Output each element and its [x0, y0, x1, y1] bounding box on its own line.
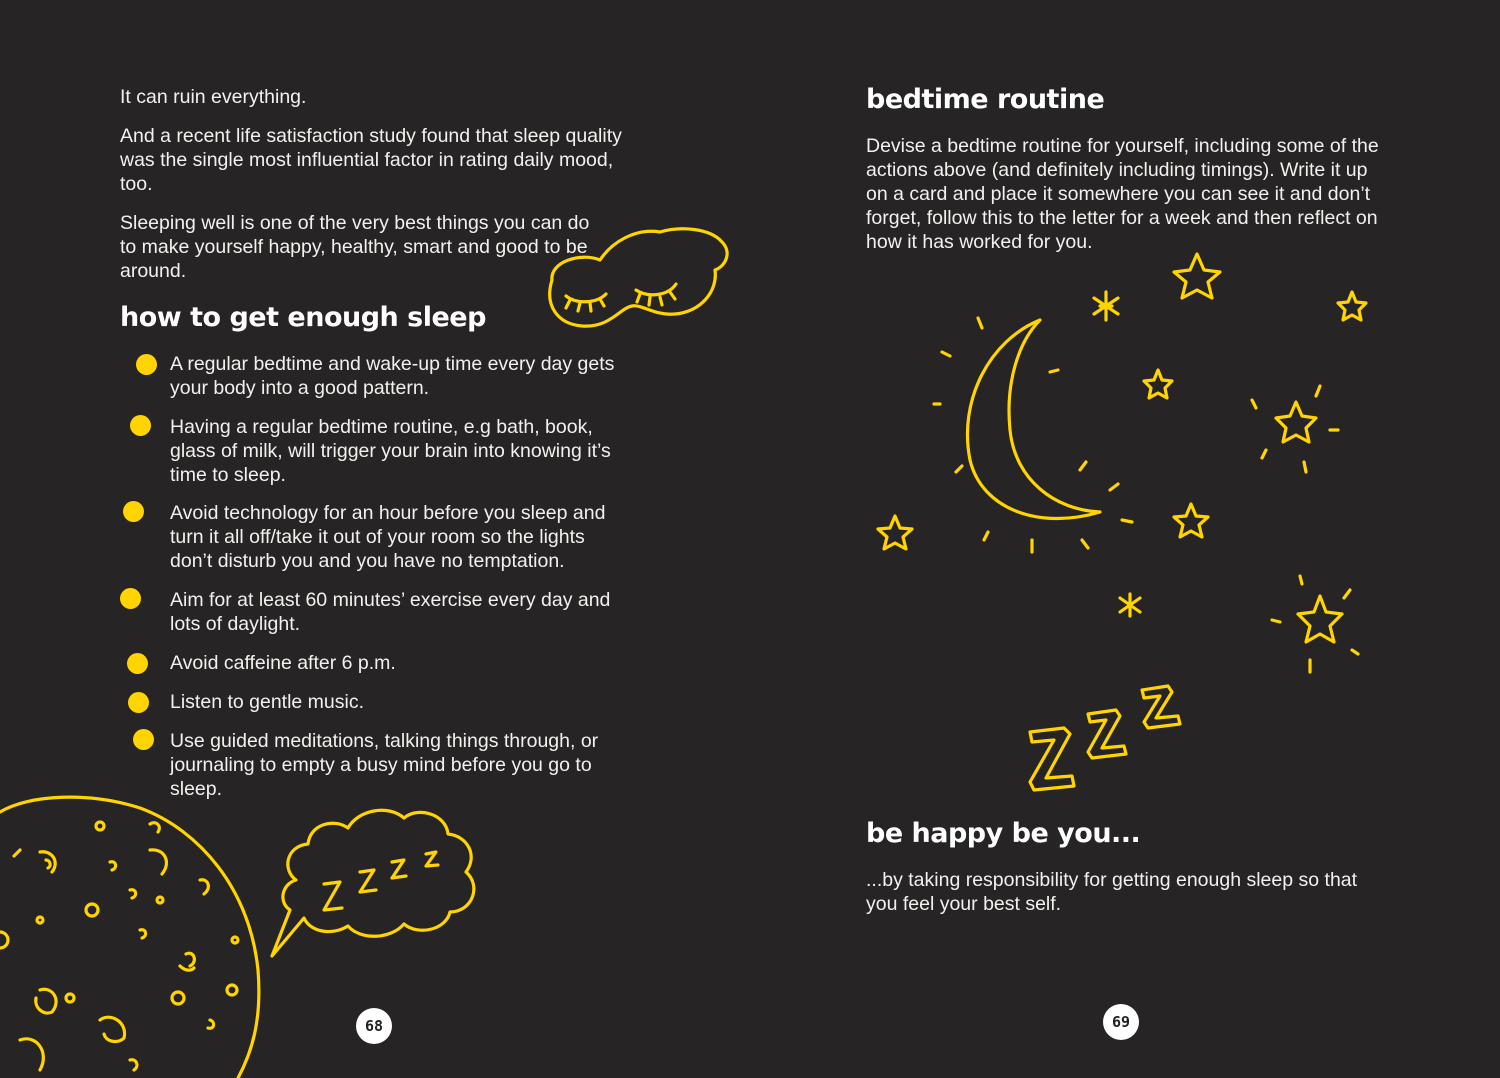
intro-line-1: It can ruin everything.: [120, 86, 307, 108]
tip-text: Aim for at least 60 minutes’ exercise every day and lots of daylight.: [170, 589, 611, 635]
thought-bubble-icon: [268, 800, 483, 965]
be-happy-text: ...by taking responsibility for getting enough sleep so that you feel your best self.: [866, 869, 1358, 915]
planet-icon: [0, 790, 270, 1078]
tip-text: Use guided meditations, talking things through, or journaling to empty a busy mind before you go to sleep.: [170, 730, 599, 800]
bullet-dot: [128, 692, 149, 713]
page-number-68: 68: [356, 1008, 392, 1044]
star-icon: [1144, 370, 1172, 398]
tip-text: Having a regular bedtime routine, e.g bath, book, glass of milk, will trigger your brain into knowing it’s time to sleep.: [170, 416, 611, 486]
star-icon: [1276, 402, 1316, 442]
asterisk-star-icon: [1094, 292, 1118, 320]
be-happy-heading: be happy be you...: [866, 818, 1141, 849]
bullet-dot: [136, 354, 157, 375]
tip-text: A regular bedtime and wake-up time every day gets your body into a good pattern.: [170, 353, 615, 399]
intro-line-3: Sleeping well is one of the very best things you can do to make yourself happy, healthy, smart and good to be around.: [120, 212, 590, 282]
bullet-dot: [133, 729, 154, 750]
bullet-dot: [127, 653, 148, 674]
star-icon: [1298, 596, 1342, 642]
bullet-dot: [123, 501, 144, 522]
star-icon: [1174, 504, 1208, 537]
bedtime-routine-heading: bedtime routine: [866, 84, 1105, 115]
right-page: [750, 0, 1500, 1078]
bedtime-routine-text: Devise a bedtime routine for yourself, including some of the actions above (and definitely including timings). Write it up on a card and place it somewhere you can see it and don’t forget, follow this to the letter for a week and then reflect on how it has worked for you.: [866, 135, 1379, 253]
tip-text: Avoid technology for an hour before you sleep and turn it all off/take it out of your room so the lights don’t disturb you and you have no temptation.: [170, 502, 606, 572]
tip-text: Listen to gentle music.: [170, 691, 365, 713]
page-number-69: 69: [1103, 1004, 1139, 1040]
night-sky-illustration: [860, 240, 1390, 690]
star-icon: [878, 516, 912, 549]
intro-line-2: And a recent life satisfaction study found that sleep quality was the single most influential factor in rating daily mood, too.: [120, 125, 622, 195]
star-icon: [1338, 292, 1366, 320]
sleep-tips-heading: how to get enough sleep: [120, 302, 486, 333]
star-icon: [1174, 254, 1220, 298]
asterisk-star-icon: [1120, 594, 1140, 616]
bullet-dot: [120, 588, 141, 609]
tip-text: Avoid caffeine after 6 p.m.: [170, 652, 396, 674]
zzz-icon: [1020, 682, 1195, 800]
bullet-dot: [130, 415, 151, 436]
sleep-mask-icon: [540, 222, 735, 332]
moon-icon: [967, 320, 1100, 519]
